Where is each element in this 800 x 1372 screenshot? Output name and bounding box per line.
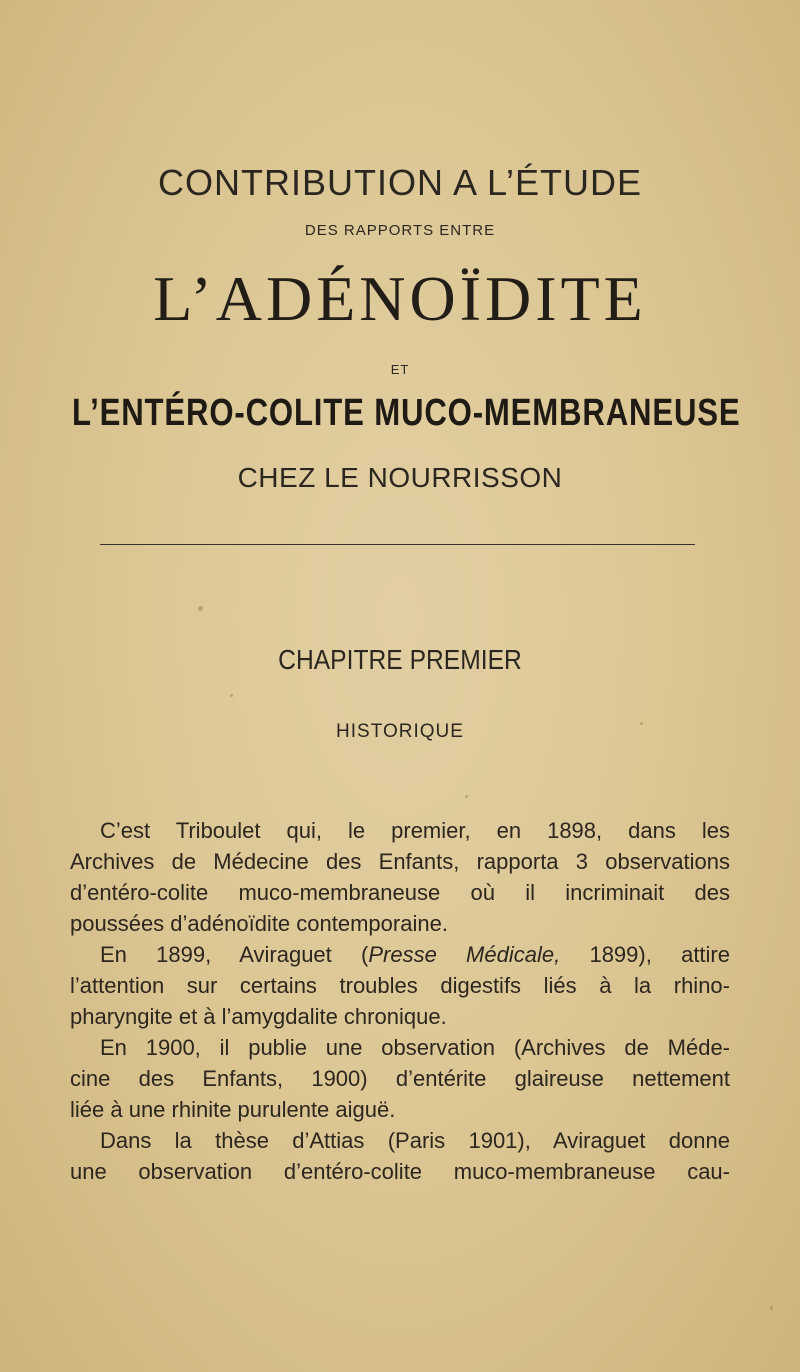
chapter-heading: CHAPITRE PREMIER	[278, 644, 522, 675]
paragraph-3-line-1: En 1900, il publie une observation (Archives de Méde-	[100, 1035, 730, 1060]
paragraph-3-line-2: cine des Enfants, 1900) d’entérite glaireuse nettement	[70, 1066, 730, 1091]
body-text	[70, 815, 730, 1187]
title-divider	[100, 544, 695, 545]
title-line-4: ET	[390, 362, 410, 377]
paragraph-2-line-1	[70, 939, 730, 970]
journal-citation: Presse Médicale,	[368, 942, 561, 967]
paper-speck	[640, 722, 643, 725]
paragraph-1-line-3: d’entéro-colite muco-membraneuse où il incriminait des	[70, 880, 730, 905]
title-line-6: CHEZ LE NOURRISSON	[237, 462, 563, 493]
paragraph-3-line-3: liée à une rhinite purulente aiguë.	[70, 1097, 396, 1122]
paper-speck	[465, 795, 468, 798]
paragraph-1-line-2: Archives de Médecine des Enfants, rapporta 3 observations	[70, 849, 730, 874]
paper-speck	[770, 1306, 773, 1310]
paragraph-2-line-2: l’attention sur certains troubles digestifs liés à la rhino-	[70, 973, 730, 998]
title-line-2: DES RAPPORTS ENTRE	[304, 222, 496, 239]
paragraph-1-line-1: C’est Triboulet qui, le premier, en 1898, dans les	[100, 818, 730, 843]
title-line-5: L’ENTÉRO-COLITE MUCO-MEMBRANEUSE	[72, 392, 741, 434]
title-line-3: L’ADÉNOÏDITE	[153, 263, 647, 334]
paragraph-4-line-2: une observation d’entéro-colite muco-membraneuse cau-	[70, 1159, 730, 1184]
paragraph-1-line-4: poussées d’adénoïdite contemporaine.	[70, 911, 448, 936]
paper-speck	[198, 606, 203, 611]
paragraph-2-line-3: pharyngite et à l’amygdalite chronique.	[70, 1004, 447, 1029]
section-heading: HISTORIQUE	[336, 721, 464, 742]
paragraph-2-line-1-pre: En 1899, Aviraguet (	[100, 942, 369, 967]
paper-speck	[230, 694, 233, 697]
paragraph-4-line-1: Dans la thèse d’Attias (Paris 1901), Aviraguet donne	[100, 1128, 730, 1153]
paragraph-2-line-1-post: 1899), attire	[560, 942, 730, 967]
title-line-1: CONTRIBUTION A L’ÉTUDE	[157, 162, 643, 203]
